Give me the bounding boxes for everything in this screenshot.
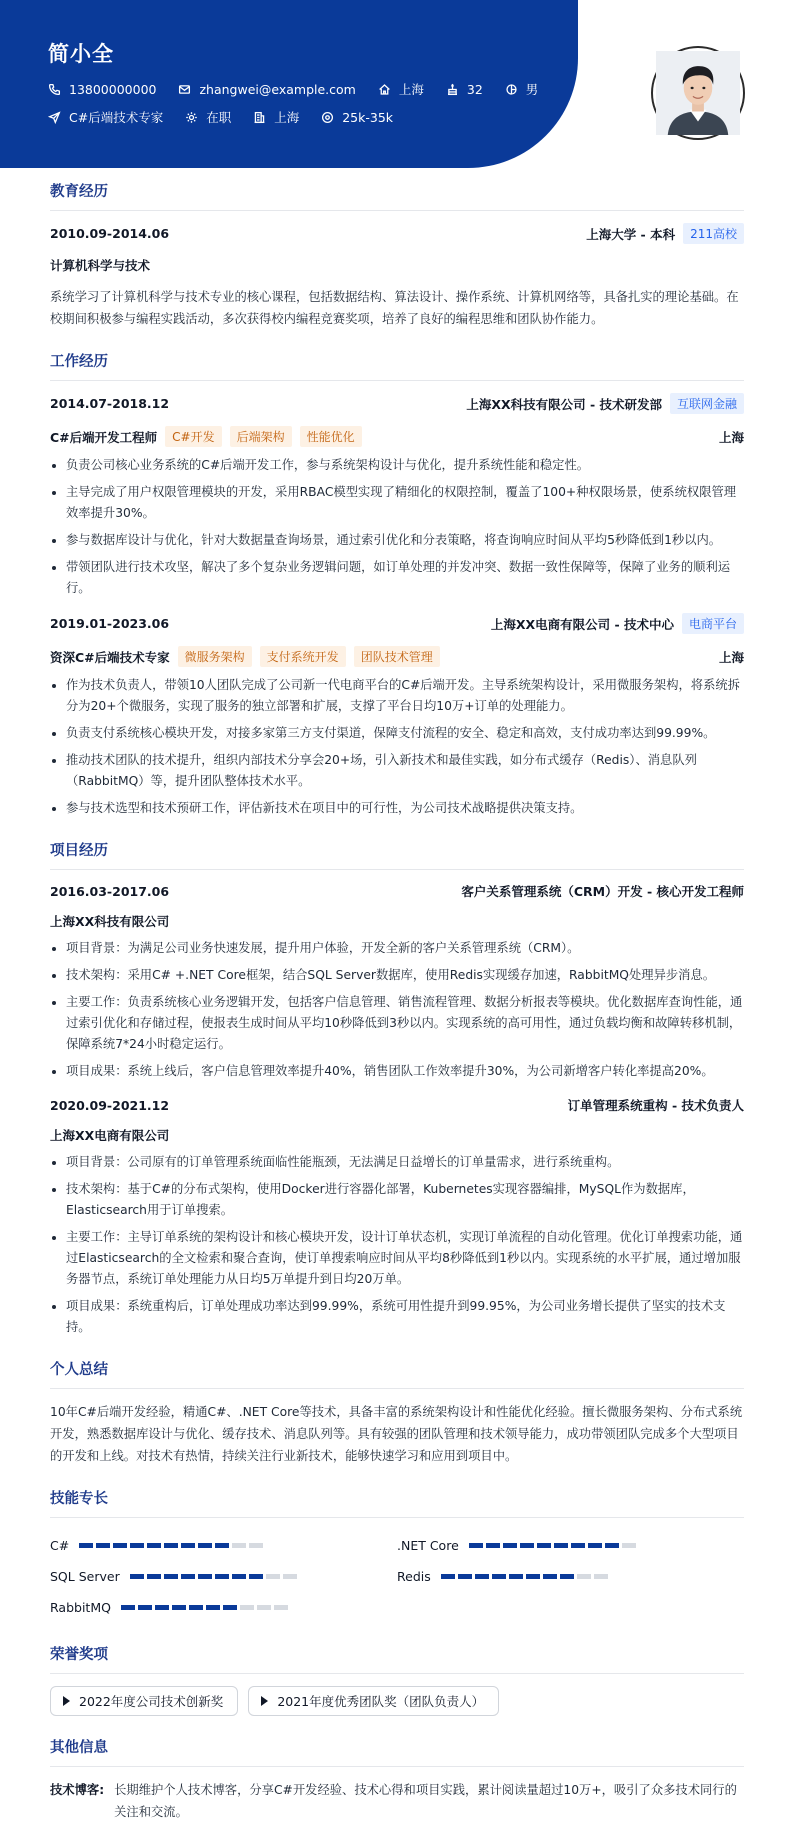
skill-level-segment [526,1574,540,1579]
skill-level-segment [172,1605,186,1610]
skill-level-segment [147,1574,161,1579]
skill-level-bar [469,1543,639,1548]
skill-level-segment [605,1543,619,1548]
major-name: 计算机科学与技术 [50,258,151,273]
age-item [446,82,483,97]
salary-text: 25k-35k [342,109,394,125]
skill-level-segment [232,1543,246,1548]
skill-level-segment [441,1574,455,1579]
gender-item [505,80,539,98]
skill-level-segment [181,1543,195,1548]
skill-level-segment [266,1574,280,1579]
project-company: 上海XX科技有限公司 [50,914,170,929]
award-label: 2021年度优秀团队奖（团队负责人） [277,1694,485,1709]
skill-level-segment [223,1605,237,1610]
status-item [185,108,231,126]
gender-icon [505,83,518,96]
skill-level-segment [509,1574,523,1579]
skill-level-segment [594,1574,608,1579]
skill-level-segment [577,1574,591,1579]
skill-level-segment [215,1574,229,1579]
skill-name: RabbitMQ [50,1600,111,1615]
skill-level-segment [155,1605,169,1610]
email-text: zhangwei@example.com [199,81,356,97]
skill-name: .NET Core [397,1538,459,1553]
company-name: 上海XX电商有限公司 - 技术中心 [490,616,674,632]
skill-tag: 团队技术管理 [354,646,440,667]
skill-level-segment [121,1605,135,1610]
skill-level-segment [215,1543,229,1548]
skill-level-segment [543,1574,557,1579]
skill-level-segment [469,1543,483,1548]
coin-icon [321,111,334,124]
list-item: 项目背景：公司原有的订单管理系统面临性能瓶颈，无法满足日益增长的订单量需求，进行系统重构。 [50,1152,744,1173]
list-item: 主要工作：主导订单系统的架构设计和核心模块开发，设计订单状态机，实现订单流程的自动化管理。优化订单搜索功能，通过Elasticsearch的全文检索和聚合查询，使订单搜索响应时间从平均8秒降低到1秒以内。实现系统的水平扩展，通过增加服务器节点，系统订单处理能力从日均5万单提升到日均20万单。 [50,1227,744,1290]
list-item: 参与技术选型和技术预研工作，评估新技术在项目中的可行性，为公司技术战略提供决策支持。 [50,798,744,819]
skill-level-bar [130,1574,300,1579]
skill-level-segment [274,1605,288,1610]
school-tag: 211高校 [683,223,744,244]
triangle-right-icon [261,1696,268,1706]
triangle-right-icon [63,1696,70,1706]
skill-level-segment [130,1574,144,1579]
skill-level-segment [492,1574,506,1579]
industry-tag: 电商平台 [682,613,744,634]
job-title: 资深C#后端技术专家 [50,649,170,665]
email-item [178,82,355,97]
list-item: 技术架构：基于C#的分布式架构，使用Docker进行容器化部署，Kubernetes实现容器编排，MySQL作为数据库，Elasticsearch用于订单搜索。 [50,1179,744,1221]
skill-item [397,1561,744,1592]
project-entry [50,882,744,1082]
skill-level-bar [121,1605,291,1610]
project-name: 客户关系管理系统（CRM）开发 - 核心开发工程师 [461,884,744,899]
contact-row [48,80,560,98]
skill-tag: 支付系统开发 [260,646,346,667]
awards-section [50,1643,744,1716]
skill-item [50,1592,397,1623]
skill-level-segment [486,1543,500,1548]
skill-tag: 后端架构 [230,426,292,447]
blog-label: 技术博客: [50,1783,105,1797]
position-text: C#后端技术专家 [69,110,164,125]
award-item [50,1686,238,1716]
list-item: 主要工作：负责系统核心业务逻辑开发，包括客户信息管理、销售流程管理、数据分析报表等模块。优化数据库查询性能，通过索引优化和存储过程，使报表生成时间从平均10秒降低到3秒以内。实现系统的高可用性，通过负载均衡和故障转移机制，保障系统7*24小时稳定运行。 [50,992,744,1055]
skill-level-segment [458,1574,472,1579]
city-text: 上海 [274,110,300,125]
education-description: 系统学习了计算机科学与技术专业的核心课程，包括数据结构、算法设计、操作系统、计算机网络等，具备扎实的理论基础。在校期间积极参与编程实践活动，多次获得校内编程竞赛奖项，培养了良好的编程思维和团队协作能力。 [50,290,739,326]
work-section [50,350,744,819]
education-section [50,180,744,330]
gender-text: 男 [525,82,539,97]
list-item: 带领团队进行技术攻坚，解决了多个复杂业务逻辑问题，如订单处理的并发冲突、数据一致性保障等，保障了业务的顺利运行。 [50,557,744,599]
skill-level-segment [79,1543,93,1548]
summary-section [50,1358,744,1467]
skill-level-segment [588,1543,602,1548]
list-item: 推动技术团队的技术提升，组织内部技术分享会20+场，引入新技术和最佳实践，如分布式缓存（Redis）、消息队列（RabbitMQ）等，提升团队整体技术水平。 [50,750,744,792]
job-intent-row [48,108,415,126]
work-entry [50,393,744,599]
home-icon [378,83,391,96]
city-item [253,108,299,126]
skill-level-segment [232,1574,246,1579]
school-name: 上海大学 - 本科 [586,226,676,242]
project-name: 订单管理系统重构 - 技术负责人 [567,1098,744,1113]
send-icon [48,111,61,124]
hometown-text: 上海 [398,82,424,97]
building-icon [253,111,266,124]
skill-name: SQL Server [50,1569,120,1584]
skill-name: Redis [397,1569,431,1584]
skill-level-segment [130,1543,144,1548]
skill-level-segment [257,1605,271,1610]
list-item: 作为技术负责人，带领10人团队完成了公司新一代电商平台的C#后端开发。主导系统架构设计，采用微服务架构，将系统拆分为20+个微服务，实现了服务的独立部署和扩展，支撑了平台日均10万+订单的处理能力。 [50,675,744,717]
mail-icon [178,83,191,96]
skill-level-segment [164,1574,178,1579]
avatar-photo [656,51,740,135]
project-date: 2016.03-2017.06 [50,883,170,899]
skill-level-segment [198,1543,212,1548]
skill-item [50,1530,397,1561]
summary-text: 10年C#后端开发经验，精通C#、.NET Core等技术，具备丰富的系统架构设计和性能优化经验。擅长微服务架构、分布式系统开发，熟悉数据库设计与优化、缓存技术、消息队列等。具有较强的团队管理和技术领导能力，成功带领团队完成多个大型项目的开发和上线。对技术有热情，持续关注行业新技术，能够快速学习和应用到项目中。 [50,1405,743,1463]
work-location: 上海 [718,429,744,445]
skill-level-segment [249,1574,263,1579]
list-item: 参与数据库设计与优化，针对大数据量查询场景，通过索引优化和分表策略，将查询响应时间从平均5秒降低到1秒以内。 [50,530,744,551]
skill-level-segment [164,1543,178,1548]
skill-level-segment [475,1574,489,1579]
skill-level-segment [560,1574,574,1579]
skill-item [397,1530,744,1561]
skill-level-segment [554,1543,568,1548]
work-entry [50,613,744,819]
skill-level-segment [283,1574,297,1579]
work-date: 2014.07-2018.12 [50,396,170,411]
phone-icon [48,83,61,96]
gear-icon [185,111,198,124]
skill-level-segment [520,1543,534,1548]
salary-item [321,110,393,125]
avatar [651,46,745,140]
person-portrait-icon [656,51,740,135]
list-item: 主导完成了用户权限管理模块的开发，采用RBAC模型实现了精细化的权限控制，覆盖了100+种权限场景，使系统权限管理效率提升30%。 [50,482,744,524]
skill-level-segment [206,1605,220,1610]
skill-tag: 性能优化 [300,426,362,447]
skill-tag: C#开发 [165,426,221,447]
list-item: 负责公司核心业务系统的C#后端开发工作，参与系统架构设计与优化，提升系统性能和稳定性。 [50,455,744,476]
other-title: 其他信息 [50,1736,744,1767]
skills-section [50,1487,744,1623]
work-location: 上海 [718,649,744,665]
skill-level-segment [96,1543,110,1548]
award-label: 2022年度公司技术创新奖 [79,1694,224,1709]
skill-level-segment [189,1605,203,1610]
skill-level-segment [138,1605,152,1610]
cake-icon [446,83,459,96]
company-name: 上海XX科技有限公司 - 技术研发部 [466,396,662,412]
blog-text: 长期维护个人技术博客，分享C#开发经验、技术心得和项目实践，累计阅读量超过10万+，吸引了众多技术同行的关注和交流。 [114,1783,737,1819]
skill-level-segment [198,1574,212,1579]
position-item [48,108,163,126]
skill-level-segment [571,1543,585,1548]
skills-list [50,1530,744,1623]
list-item: 项目背景：为满足公司业务快速发展，提升用户体验，开发全新的客户关系管理系统（CRM）。 [50,938,744,959]
candidate-name: 简小全 [48,42,114,66]
list-item: 项目成果：系统上线后，客户信息管理效率提升40%，销售团队工作效率提升30%，为公司新增客户转化率提高20%。 [50,1061,744,1082]
list-item: 项目成果：系统重构后，订单处理成功率达到99.99%，系统可用性提升到99.95%，为公司业务增长提供了坚实的技术支持。 [50,1296,744,1338]
resume-header [0,0,794,170]
skill-level-segment [240,1605,254,1610]
work-title: 工作经历 [50,350,744,381]
hometown-item [378,80,424,98]
skill-level-segment [147,1543,161,1548]
phone-item [48,82,156,97]
job-title: C#后端开发工程师 [50,429,158,445]
skill-level-segment [622,1543,636,1548]
resume-body [50,180,744,1843]
award-item [248,1686,499,1716]
other-section [50,1736,744,1823]
skill-name: C# [50,1538,70,1553]
skill-level-bar [441,1574,611,1579]
skill-level-segment [503,1543,517,1548]
age-text: 32 [466,81,483,97]
industry-tag: 互联网金融 [670,393,744,414]
project-date: 2020.09-2021.12 [50,1097,170,1113]
education-date: 2010.09-2014.06 [50,226,170,241]
project-entry [50,1096,744,1338]
work-date: 2019.01-2023.06 [50,616,170,631]
status-text: 在职 [206,110,232,125]
skill-item [50,1561,397,1592]
list-item: 技术架构：采用C# +.NET Core框架，结合SQL Server数据库，使用Redis实现缓存加速，RabbitMQ处理异步消息。 [50,965,744,986]
project-company: 上海XX电商有限公司 [50,1128,170,1143]
skill-level-segment [181,1574,195,1579]
phone-text: 13800000000 [69,81,157,97]
skill-level-segment [537,1543,551,1548]
skill-level-bar [79,1543,266,1548]
skills-title: 技能专长 [50,1487,744,1518]
skill-tag: 微服务架构 [178,646,252,667]
education-title: 教育经历 [50,180,744,211]
awards-title: 荣誉奖项 [50,1643,744,1674]
summary-title: 个人总结 [50,1358,744,1389]
skill-level-segment [113,1543,127,1548]
projects-title: 项目经历 [50,839,744,870]
list-item: 负责支付系统核心模块开发，对接多家第三方支付渠道，保障支付流程的安全、稳定和高效，支付成功率达到99.99%。 [50,723,744,744]
skill-level-segment [249,1543,263,1548]
projects-section [50,839,744,1338]
